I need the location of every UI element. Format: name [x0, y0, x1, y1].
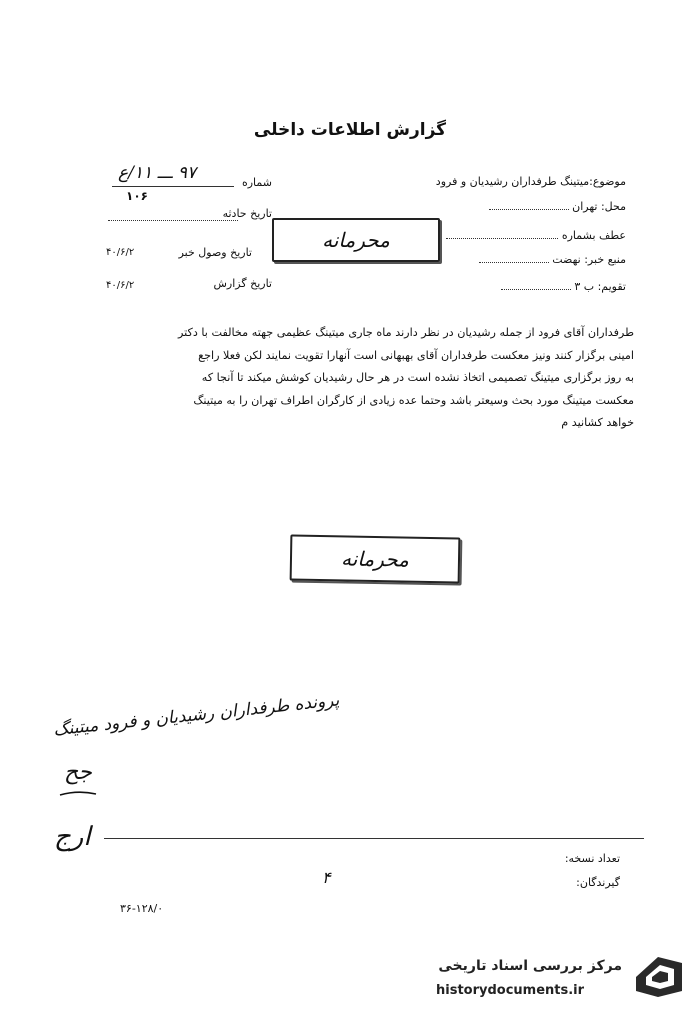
copies-label: تعداد نسخه: [564, 852, 620, 865]
handwritten-initial-1: جح [64, 760, 92, 785]
confidential-stamp-top [272, 218, 440, 262]
footer-rule [104, 838, 644, 839]
ref-line [446, 228, 626, 242]
incident-date-label: تاریخ حادثه [222, 207, 272, 220]
recipients-handwritten: ۴ [322, 868, 331, 887]
calendar-value: ب ۳ [574, 280, 595, 293]
body-line-4: معکست میتینگ مورد بحث وسیعتر باشد وحتما عده زیادی از کارگران اطراف تهران را به میتینگ [193, 393, 634, 407]
report-body [68, 322, 634, 435]
place-line [489, 199, 626, 213]
calendar-line [501, 279, 626, 293]
report-date-value: ۴۰/۶/۲ [106, 280, 135, 291]
source-value: نهضت [552, 253, 581, 266]
confidential-stamp-middle [290, 535, 461, 584]
calendar-label: تقویم: [597, 280, 626, 293]
body-line-2: امینی برگزار کنند ونیز معکست طرفداران آقای بهبهانی است آنهارا تقویت نمایند لکن فعلا راجع [198, 348, 634, 362]
number-handwritten: ۹۷ ـــ ۱۱/ع [118, 163, 197, 183]
archive-logo-icon [630, 951, 688, 1003]
ref-label: عطف بشماره [561, 229, 626, 242]
number-sub: ۱۰۶ [126, 189, 148, 203]
recipients-label: گیرندگان: [576, 876, 620, 889]
watermark-org: مرکز بررسی اسناد تاریخی [438, 958, 622, 974]
handwritten-initial-2: ارج [54, 822, 91, 852]
place-dots [489, 199, 569, 210]
source-line [479, 252, 626, 266]
handwritten-note: پرونده طرفداران رشیدیان و فرود میتینگ [52, 690, 341, 741]
number-underline [112, 186, 234, 187]
number-label: شماره [241, 176, 272, 189]
stamp-text-top: محرمانه [322, 228, 390, 252]
calendar-dots [501, 279, 571, 290]
place-label: محل: [600, 200, 626, 213]
report-title: گزارش اطلاعات داخلی [253, 120, 447, 140]
source-dots [479, 252, 549, 263]
body-line-5: خواهد کشانید م [561, 416, 634, 429]
handwritten-stroke [58, 790, 98, 798]
subject-line: موضوع:میتینگ طرفداران رشیدیان و فرود [435, 175, 626, 188]
report-date-label: تاریخ گزارش [213, 277, 272, 290]
receipt-date-value: ۴۰/۶/۲ [106, 247, 135, 258]
body-line-3: به روز برگزاری میتینگ تصمیمی اتخاذ نشده است در هر حال رشیدیان کوشش میکند تا آنجا که [201, 371, 634, 384]
body-line-1: طرفداران آقای فرود از جمله رشیدیان در نظر دارند ماه جاری میتینگ عظیمی جهته مخالفت با دکتر [177, 326, 634, 339]
incident-date-dots [108, 210, 238, 224]
source-label: منبع خبر: [584, 253, 626, 266]
watermark-url: historydocuments.ir [436, 983, 585, 998]
stamp-text-middle: محرمانه [340, 546, 410, 572]
place-value: تهران [572, 200, 598, 213]
archive-code: ۳۶-۱۲۸/۰ [120, 902, 164, 915]
ref-dots [446, 228, 558, 239]
receipt-date-label: تاریخ وصول خبر [178, 246, 252, 259]
